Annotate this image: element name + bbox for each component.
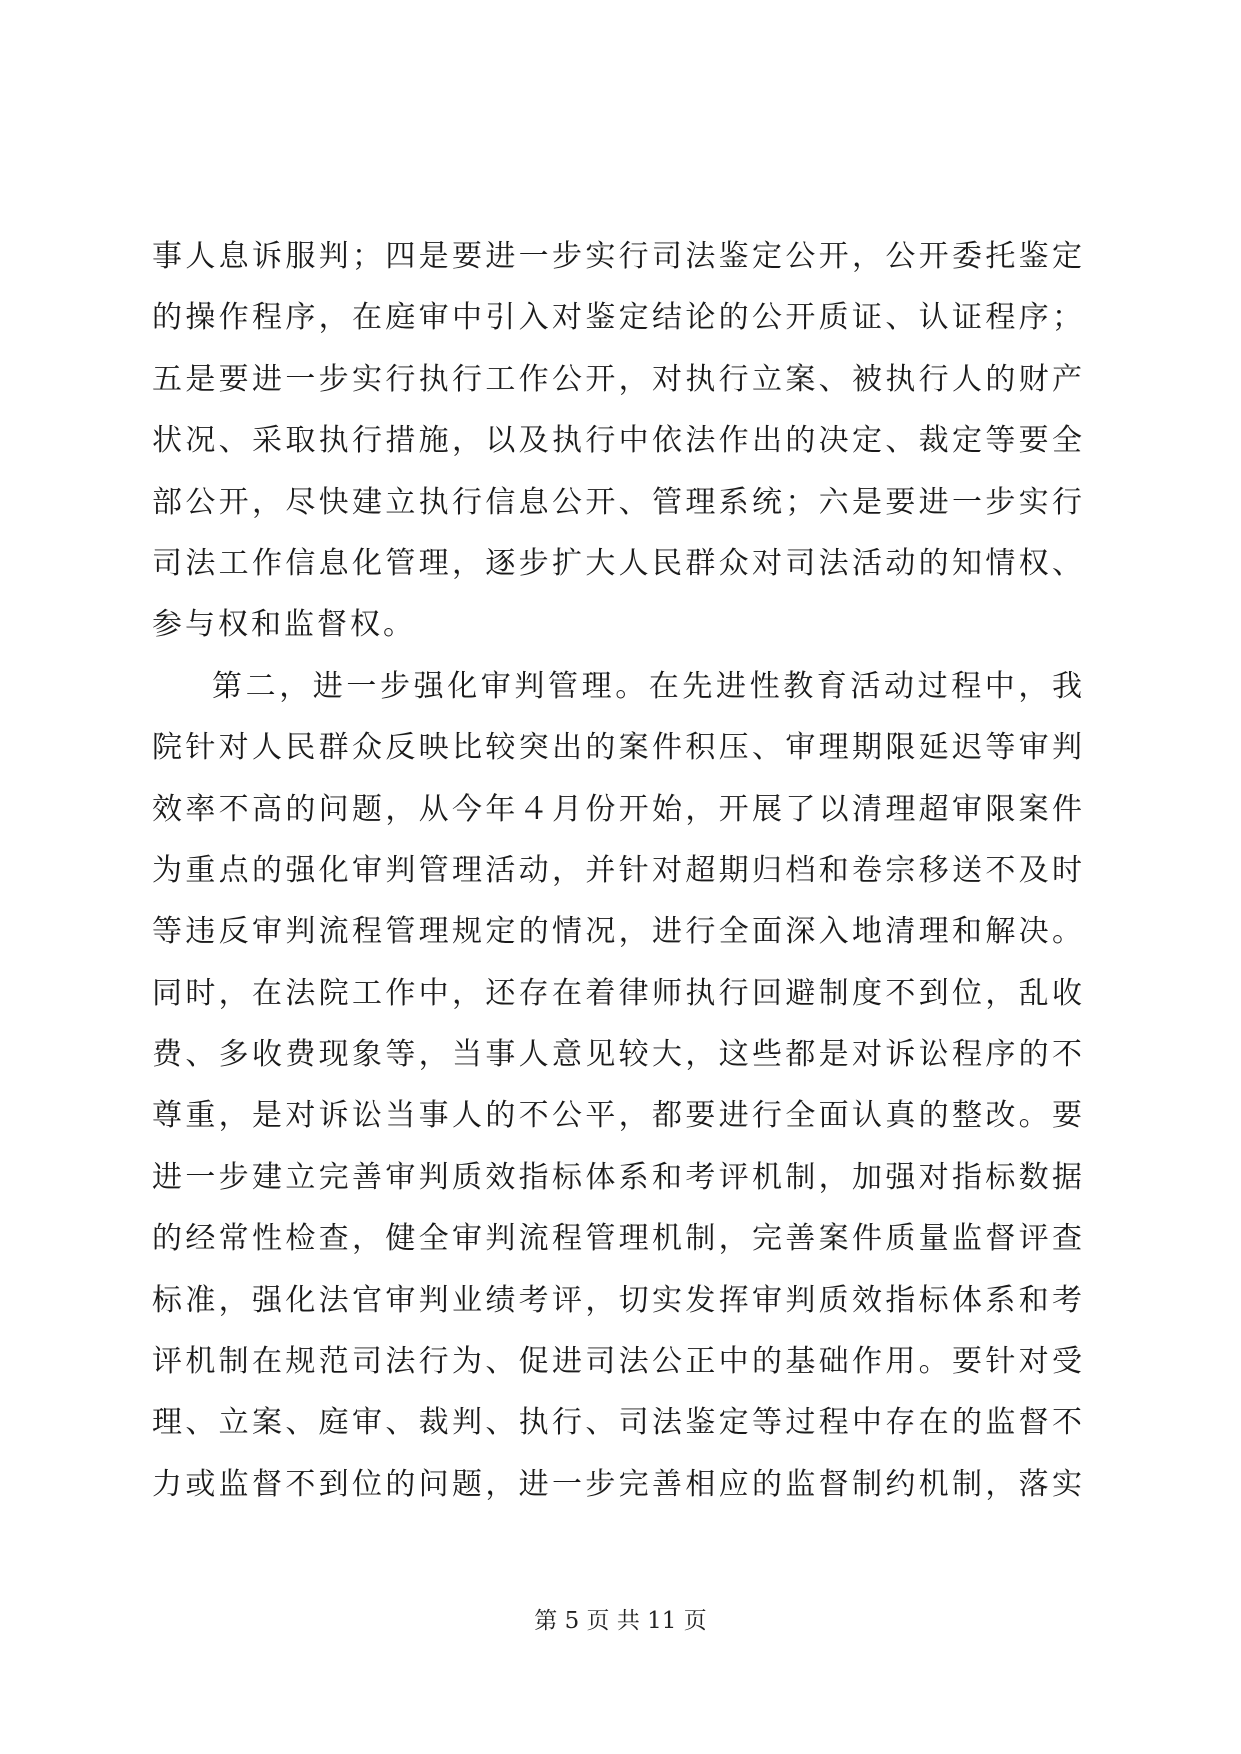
- text-line: 状况、采取执行措施，以及执行中依法作出的决定、裁定等要全: [152, 423, 1082, 459]
- text-line: 司法工作信息化管理，逐步扩大人民群众对司法活动的知情权、: [152, 545, 1082, 581]
- text-line: 同时，在法院工作中，还存在着律师执行回避制度不到位，乱收: [152, 975, 1082, 1011]
- text-line: 等违反审判流程管理规定的情况，进行全面深入地清理和解决。: [152, 914, 1082, 950]
- text-line: 效率不高的问题，从今年４月份开始，开展了以清理超审限案件: [152, 791, 1082, 827]
- text-line-paragraph-start: 第二，进一步强化审判管理。在先进性教育活动过程中，我: [212, 668, 1082, 704]
- body-text: [152, 226, 1082, 1515]
- text-line: 标准，强化法官审判业绩考评，切实发挥审判质效指标体系和考: [152, 1282, 1082, 1318]
- page-footer: [0, 1606, 1241, 1636]
- text-line: 进一步建立完善审判质效指标体系和考评机制，加强对指标数据: [152, 1159, 1082, 1195]
- text-line: 参与权和监督权。: [152, 607, 416, 643]
- text-line: 理、立案、庭审、裁判、执行、司法鉴定等过程中存在的监督不: [152, 1405, 1082, 1441]
- text-line: 院针对人民群众反映比较突出的案件积压、审理期限延迟等审判: [152, 730, 1082, 766]
- text-line: 力或监督不到位的问题，进一步完善相应的监督制约机制，落实: [152, 1466, 1082, 1502]
- text-line: 费、多收费现象等，当事人意见较大，这些都是对诉讼程序的不: [152, 1037, 1082, 1073]
- text-line: 为重点的强化审判管理活动，并针对超期归档和卷宗移送不及时: [152, 852, 1082, 888]
- text-line: 的经常性检查，健全审判流程管理机制，完善案件质量监督评查: [152, 1221, 1082, 1257]
- page-number: 第 5 页 共 11 页: [534, 1608, 707, 1634]
- text-line: 事人息诉服判；四是要进一步实行司法鉴定公开，公开委托鉴定: [152, 239, 1082, 274]
- text-line: 部公开，尽快建立执行信息公开、管理系统；六是要进一步实行: [152, 484, 1082, 520]
- text-line: 的操作程序，在庭审中引入对鉴定结论的公开质证、认证程序；: [152, 300, 1082, 336]
- text-line: 评机制在规范司法行为、促进司法公正中的基础作用。要针对受: [152, 1344, 1082, 1380]
- text-line: 五是要进一步实行执行工作公开，对执行立案、被执行人的财产: [152, 361, 1082, 397]
- text-line: 尊重，是对诉讼当事人的不公平，都要进行全面认真的整改。要: [152, 1098, 1082, 1134]
